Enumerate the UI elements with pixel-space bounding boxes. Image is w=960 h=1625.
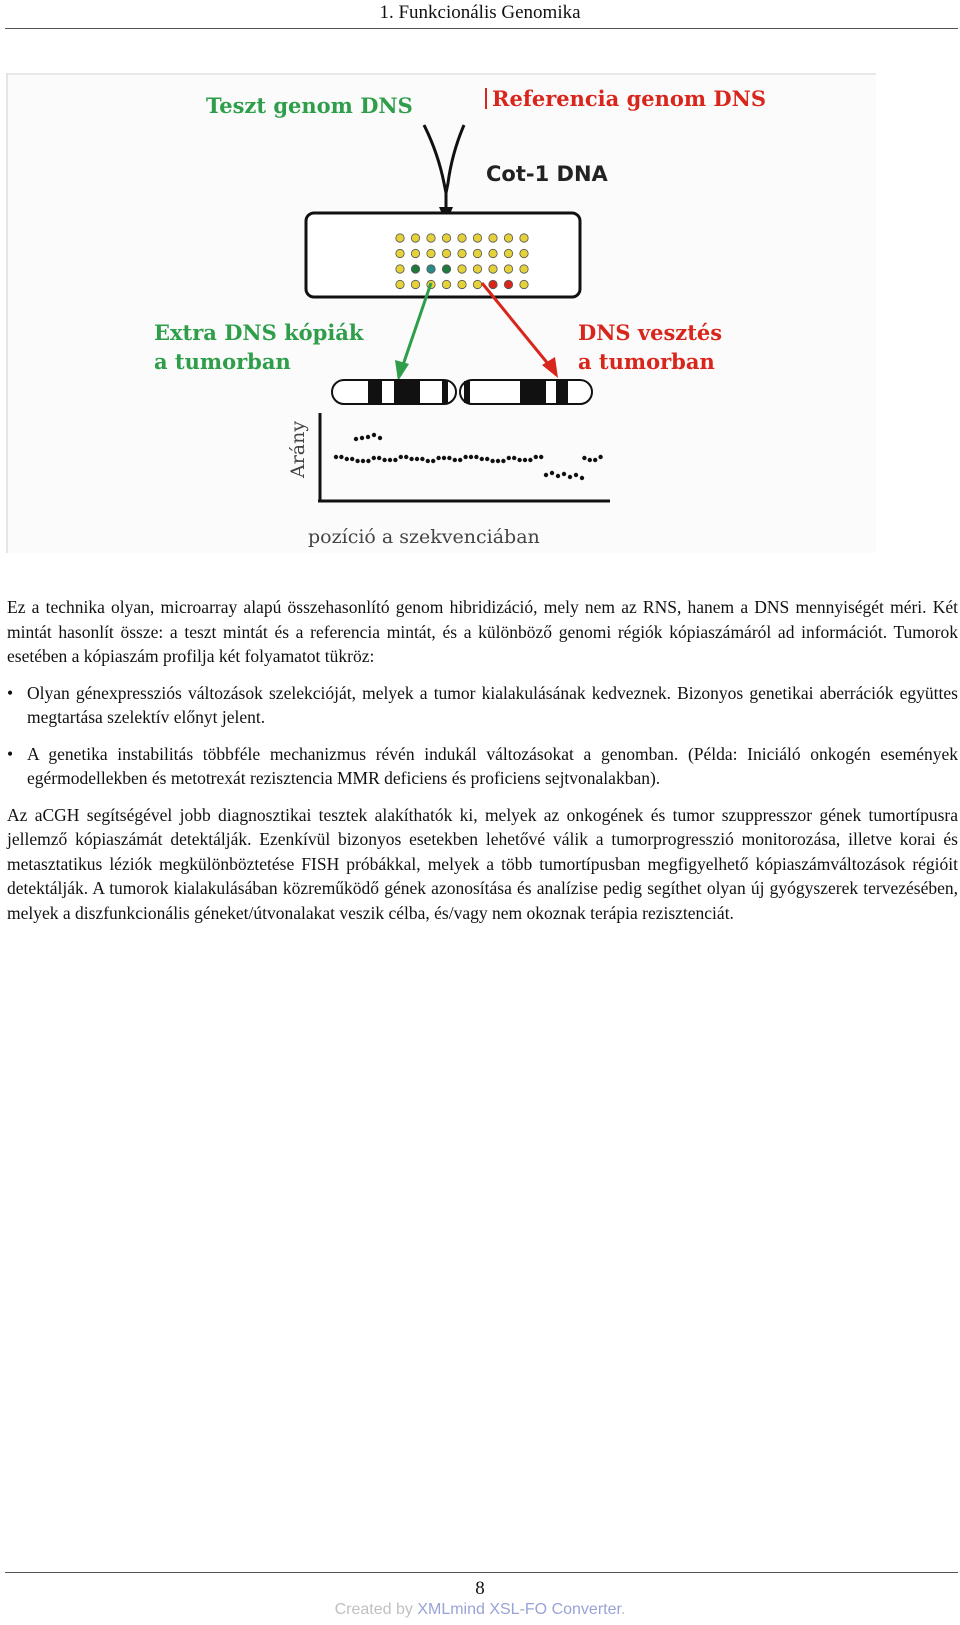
profile-point bbox=[377, 456, 381, 460]
array-spot bbox=[442, 234, 450, 242]
profile-point bbox=[574, 473, 578, 477]
extra-copies-label: Extra DNS kópiák bbox=[154, 320, 364, 345]
profile-point bbox=[378, 436, 382, 440]
profile-point bbox=[507, 456, 511, 460]
array-spot bbox=[396, 265, 404, 273]
profile-point bbox=[469, 455, 473, 459]
array-spot bbox=[458, 234, 466, 242]
profile-point bbox=[556, 474, 560, 478]
profile-point bbox=[485, 457, 489, 461]
profile-point bbox=[436, 456, 440, 460]
profile-point bbox=[366, 435, 370, 439]
array-spot bbox=[411, 280, 419, 288]
array-spot bbox=[411, 249, 419, 257]
array-spot bbox=[520, 280, 528, 288]
array-spot bbox=[489, 265, 497, 273]
profile-point bbox=[442, 456, 446, 460]
array-spot bbox=[473, 249, 481, 257]
profile-point bbox=[426, 459, 430, 463]
profile-point bbox=[350, 457, 354, 461]
profile-point bbox=[490, 459, 494, 463]
figure-background bbox=[6, 73, 876, 553]
profile-point bbox=[534, 455, 538, 459]
array-spot bbox=[427, 249, 435, 257]
profile-point bbox=[480, 457, 484, 461]
profile-point bbox=[415, 457, 419, 461]
array-spot bbox=[473, 280, 481, 288]
profile-point bbox=[582, 456, 586, 460]
profile-point bbox=[528, 458, 532, 462]
reference-genome-label: Referencia genom DNS bbox=[492, 86, 767, 111]
profile-point bbox=[517, 458, 521, 462]
cot1-label: Cot-1 DNA bbox=[486, 162, 608, 186]
acgh-paragraph: Az aCGH segítségével jobb diagnosztikai tesztek alakíthatók ki, melyek az onkogének és tumor szuppresszor gének tumortípusra jellemző kópiaszámát detektálják. Ezenkívül bizonyos esetekben lehetővé válik a tumorprogresszió monitorozása, illetve korai és metasztatikus léziók megkülönböztetése FISH próbákkal, melyek a több tumortípusban megfigyelhető kópiaszámváltozások régióit detektálják. A tumorok kialakulásában közreműködő gének azonosítása és analízise pedig segíthet olyan új gyógyszerek tervezésében, melyek a diszfunkcionális géneket/útvonalakat veszik célba, és/vagy nem okoznak terápia rezisztenciát. bbox=[7, 804, 958, 923]
running-header: 1. Funkcionális Genomika bbox=[379, 2, 581, 23]
array-spot bbox=[458, 280, 466, 288]
position-axis-label: pozíció a szekvenciában bbox=[308, 526, 540, 548]
test-genome-label: Teszt genom DNS bbox=[206, 93, 413, 118]
profile-point bbox=[431, 459, 435, 463]
array-spot bbox=[396, 234, 404, 242]
generator-suffix: . bbox=[620, 1601, 626, 1618]
array-spot bbox=[427, 234, 435, 242]
profile-point bbox=[453, 458, 457, 462]
array-spot bbox=[396, 249, 404, 257]
profile-point bbox=[539, 455, 543, 459]
array-spot bbox=[411, 234, 419, 242]
profile-point bbox=[382, 458, 386, 462]
intro-paragraph: Ez a technika olyan, microarray alapú összehasonlító genom hibridizáció, mely nem az RNS, hanem a DNS mennyiségét méri. Két mintát hasonlít össze: a teszt mintát és a referencia mintát, és a különböző genomi régiók kópiaszámáról ad információt. Tumorok esetében a kópiaszám profilja két folyamatot tükröz: bbox=[7, 597, 958, 666]
array-spot bbox=[504, 234, 512, 242]
array-spot bbox=[442, 265, 450, 273]
profile-point bbox=[399, 455, 403, 459]
body-text bbox=[7, 595, 958, 925]
array-spot bbox=[427, 265, 435, 273]
bullet-text: Olyan génexpressziós változások szelekcióját, melyek a tumor kialakulásának kedveznek. Bizonyos genetikai aberrációk együttes megtartása szelektív előnyt jelent. bbox=[27, 682, 958, 727]
profile-point bbox=[474, 455, 478, 459]
array-spot bbox=[520, 249, 528, 257]
profile-point bbox=[568, 475, 572, 479]
profile-point bbox=[458, 458, 462, 462]
profile-point bbox=[544, 473, 548, 477]
profile-point bbox=[512, 456, 516, 460]
profile-point bbox=[372, 456, 376, 460]
profile-point bbox=[366, 459, 370, 463]
array-spot bbox=[504, 265, 512, 273]
profile-point bbox=[496, 459, 500, 463]
generator-credit bbox=[0, 1600, 960, 1620]
array-spot bbox=[520, 265, 528, 273]
profile-point bbox=[388, 458, 392, 462]
array-spot bbox=[396, 280, 404, 288]
profile-point bbox=[393, 458, 397, 462]
profile-point bbox=[354, 437, 358, 441]
header-rule bbox=[5, 28, 958, 29]
profile-point bbox=[334, 455, 338, 459]
converter-link[interactable]: XMLmind XSL-FO Converter bbox=[417, 1601, 621, 1618]
profile-point bbox=[360, 436, 364, 440]
list-item bbox=[7, 681, 958, 730]
profile-point bbox=[598, 455, 602, 459]
array-spot bbox=[489, 249, 497, 257]
profile-point bbox=[550, 471, 554, 475]
array-spot bbox=[442, 249, 450, 257]
profile-point bbox=[588, 458, 592, 462]
array-spot bbox=[520, 234, 528, 242]
array-spot bbox=[473, 234, 481, 242]
profile-point bbox=[339, 455, 343, 459]
footer-rule bbox=[5, 1572, 958, 1573]
array-spot bbox=[489, 234, 497, 242]
array-spot bbox=[504, 249, 512, 257]
profile-point bbox=[447, 456, 451, 460]
profile-point bbox=[501, 459, 505, 463]
profile-point bbox=[593, 458, 597, 462]
profile-point bbox=[345, 457, 349, 461]
profile-point bbox=[404, 455, 408, 459]
array-spot bbox=[473, 265, 481, 273]
profile-point bbox=[562, 472, 566, 476]
profile-point bbox=[409, 457, 413, 461]
bullet-marker: • bbox=[7, 743, 14, 764]
profile-point bbox=[355, 459, 359, 463]
ratio-axis-label: Arány bbox=[287, 420, 309, 478]
bullet-list bbox=[7, 681, 958, 791]
profile-point bbox=[463, 455, 467, 459]
dna-loss-label-line2: a tumorban bbox=[578, 349, 715, 374]
acgh-figure bbox=[6, 73, 908, 573]
array-spot bbox=[489, 280, 497, 288]
extra-copies-label-line2: a tumorban bbox=[154, 349, 291, 374]
array-spot bbox=[458, 265, 466, 273]
array-spot bbox=[458, 249, 466, 257]
profile-point bbox=[420, 457, 424, 461]
array-spot bbox=[411, 265, 419, 273]
profile-point bbox=[580, 476, 584, 480]
bullet-marker: • bbox=[7, 682, 14, 703]
page-number: 8 bbox=[475, 1578, 485, 1599]
dna-loss-label: DNS vesztés bbox=[578, 320, 723, 345]
generator-prefix: Created by bbox=[334, 1601, 418, 1618]
array-spot bbox=[442, 280, 450, 288]
profile-point bbox=[523, 458, 527, 462]
profile-point bbox=[361, 459, 365, 463]
list-item bbox=[7, 742, 958, 791]
array-spot bbox=[504, 280, 512, 288]
profile-point bbox=[372, 433, 376, 437]
bullet-text: A genetika instabilitás többféle mechanizmus révén indukál változásokat a genomban. (Példa: Iniciáló onkogén események egérmodellekben és metotrexát rezisztencia MMR deficiens és proficiens sejtvonalakban). bbox=[27, 743, 958, 788]
